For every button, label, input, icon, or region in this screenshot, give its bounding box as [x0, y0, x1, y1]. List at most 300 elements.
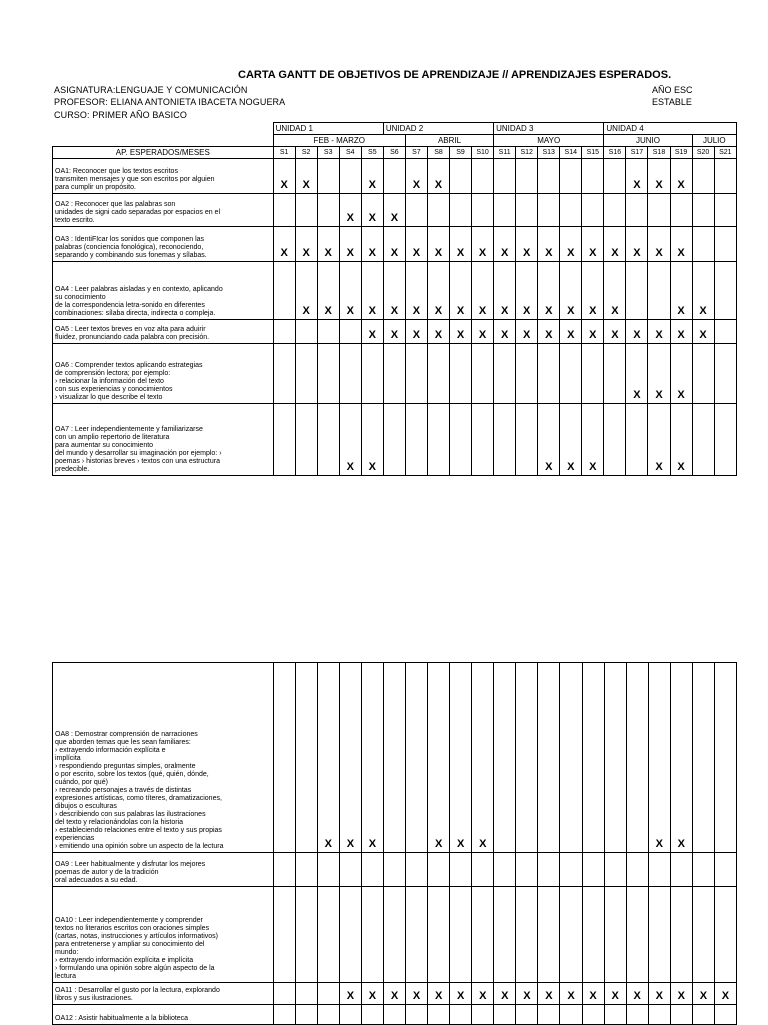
week-cell-marked: X — [604, 320, 626, 344]
week-cell — [670, 194, 692, 227]
week-cell — [317, 983, 339, 1005]
week-cell — [383, 404, 405, 476]
week-cell-marked: X — [405, 227, 427, 262]
objective-line: › emitiendo una opinión sobre un aspecto de la lectura — [55, 843, 224, 850]
week-cell — [692, 853, 714, 887]
objective-row — [53, 262, 737, 320]
week-cell-marked: X — [626, 320, 648, 344]
week-cell-marked: X — [648, 159, 670, 194]
week-cell — [406, 887, 428, 983]
week-cell — [361, 887, 383, 983]
week-cell-marked: X — [406, 983, 428, 1005]
week-cell — [317, 1005, 339, 1025]
week-cell-marked: X — [472, 320, 494, 344]
week-cell — [494, 853, 516, 887]
week-cell-marked: X — [405, 262, 427, 320]
week-header: S17 — [626, 147, 648, 159]
week-cell — [295, 853, 317, 887]
week-cell — [472, 853, 494, 887]
objective-line: de la correspondencia letra-sonido en diferentes — [55, 302, 205, 309]
gantt-table-1 — [52, 122, 737, 476]
objective-line: predecible. — [55, 466, 90, 473]
objective-line: › visualizar lo que describe el texto — [55, 394, 163, 401]
week-cell — [560, 344, 582, 404]
week-cell-marked: X — [361, 194, 383, 227]
objective-line: OA10 : Leer independientemente y comprender — [55, 917, 203, 924]
objective-line: o por escrito, sobre los textos (qué, quién, dónde, — [55, 771, 209, 778]
objective-line: (cartas, notas, instrucciones y artículos informativos) — [55, 933, 219, 940]
week-cell-marked: X — [361, 404, 383, 476]
week-cell — [516, 853, 538, 887]
week-cell-marked: X — [516, 320, 538, 344]
week-cell-marked: X — [560, 227, 582, 262]
week-cell — [538, 663, 560, 853]
week-cell — [714, 320, 736, 344]
week-cell-marked: X — [383, 262, 405, 320]
week-cell — [604, 887, 626, 983]
week-cell-marked: X — [648, 320, 670, 344]
week-cell — [428, 1005, 450, 1025]
week-cell-marked: X — [670, 262, 692, 320]
objective-row — [53, 887, 737, 983]
week-cell — [339, 853, 361, 887]
objective-line: OA1: Reconocer que los textos escritos — [55, 168, 178, 175]
objective-line: unidades de signi cado separadas por espacios en el — [55, 209, 221, 216]
objective-row — [53, 194, 737, 227]
objective-row — [53, 227, 737, 262]
week-cell-marked: X — [670, 227, 692, 262]
week-cell-marked: X — [427, 159, 449, 194]
week-cell — [295, 983, 317, 1005]
week-cell — [560, 663, 582, 853]
week-header: S1 — [273, 147, 295, 159]
objective-line: › extrayendo información explícita e — [55, 747, 166, 754]
objective-line: OA8 : Demostrar comprensión de narraciones — [55, 731, 198, 738]
week-cell — [494, 1005, 516, 1025]
objective-line: fluidez, pronunciando cada palabra con precisión. — [55, 334, 210, 341]
objective-line: del mundo y desarrollar su imaginación por ejemplo: › — [55, 450, 222, 457]
month-header: ABRIL — [405, 135, 493, 147]
teacher-label: PROFESOR: ELIANA ANTONIETA IBACETA NOGUERA — [54, 97, 286, 107]
week-cell — [295, 404, 317, 476]
objective-line: OA6 : Comprender textos aplicando estrategias — [55, 362, 203, 369]
week-cell-marked: X — [648, 344, 670, 404]
week-cell — [516, 1005, 538, 1025]
week-header: S6 — [383, 147, 405, 159]
week-cell — [361, 1005, 383, 1025]
week-cell-marked: X — [648, 663, 670, 853]
week-cell — [604, 194, 626, 227]
week-cell — [273, 404, 295, 476]
week-cell — [450, 159, 472, 194]
week-cell — [692, 663, 714, 853]
week-header: S14 — [560, 147, 582, 159]
week-header: S15 — [582, 147, 604, 159]
objective-line: OA2 : Reconocer que las palabras son — [55, 201, 176, 208]
week-cell — [472, 344, 494, 404]
objective-line: libros y sus ilustraciones. — [55, 995, 133, 1002]
week-cell-marked: X — [538, 320, 560, 344]
objective-description — [53, 1005, 274, 1025]
week-cell — [714, 159, 736, 194]
week-cell-marked: X — [670, 983, 692, 1005]
week-cell — [295, 1005, 317, 1025]
week-cell-marked: X — [714, 983, 736, 1005]
week-cell-marked: X — [317, 227, 339, 262]
week-cell-marked: X — [383, 320, 405, 344]
gantt-table-2 — [52, 662, 737, 1025]
week-cell — [273, 853, 295, 887]
week-cell-marked: X — [450, 227, 472, 262]
week-header: S21 — [714, 147, 736, 159]
week-cell-marked: X — [472, 983, 494, 1005]
week-cell — [648, 887, 670, 983]
week-cell — [450, 853, 472, 887]
week-cell — [339, 320, 361, 344]
week-cell — [295, 887, 317, 983]
week-cell — [494, 663, 516, 853]
week-cell — [538, 194, 560, 227]
week-header: S2 — [295, 147, 317, 159]
week-cell-marked: X — [273, 227, 295, 262]
week-cell — [516, 663, 538, 853]
week-cell-marked: X — [538, 983, 560, 1005]
week-cell — [626, 194, 648, 227]
objective-line: › respondiendo preguntas simples, oralmente — [55, 763, 196, 770]
week-cell-marked: X — [472, 227, 494, 262]
week-cell — [582, 344, 604, 404]
week-cell — [714, 853, 736, 887]
objective-description — [53, 320, 274, 344]
week-cell — [714, 1005, 736, 1025]
week-cell — [406, 853, 428, 887]
objective-row — [53, 344, 737, 404]
week-cell — [582, 887, 604, 983]
objective-line: OA7 : Leer independientemente y familiarizarse — [55, 426, 203, 433]
objective-line: OA11 : Desarrollar el gusto por la lectura, explorando — [55, 987, 220, 994]
week-cell — [405, 194, 427, 227]
week-cell-marked: X — [538, 227, 560, 262]
week-cell — [273, 262, 295, 320]
week-cell-marked: X — [361, 262, 383, 320]
week-header: S4 — [339, 147, 361, 159]
objective-description — [53, 262, 274, 320]
week-cell — [714, 663, 736, 853]
objective-row — [53, 1005, 737, 1025]
week-cell-marked: X — [582, 320, 604, 344]
objective-line: lectura — [55, 973, 77, 980]
week-cell-marked: X — [692, 320, 714, 344]
objective-line: experiencias — [55, 835, 95, 842]
week-cell — [714, 344, 736, 404]
week-cell-marked: X — [604, 983, 626, 1005]
objective-line: transmiten mensajes y que son escritos por alguien — [55, 176, 215, 183]
week-cell — [494, 887, 516, 983]
objective-row — [53, 663, 737, 853]
objective-line: para cumplir un propósito. — [55, 184, 136, 191]
objective-line: dibujos o esculturas — [55, 803, 117, 810]
week-cell — [626, 853, 648, 887]
week-cell — [273, 320, 295, 344]
week-cell — [714, 262, 736, 320]
week-cell — [427, 404, 449, 476]
objective-line: combinaciones: sílaba directa, indirecta o compleja. — [55, 310, 216, 317]
week-cell — [295, 194, 317, 227]
objective-description — [53, 663, 274, 853]
week-cell — [406, 1005, 428, 1025]
objective-description — [53, 404, 274, 476]
objective-description — [53, 227, 274, 262]
week-cell — [582, 853, 604, 887]
week-cell — [383, 344, 405, 404]
month-header: FEB - MARZO — [273, 135, 405, 147]
objective-line: del texto y relacionándolas con la historia — [55, 819, 184, 826]
week-cell-marked: X — [582, 404, 604, 476]
week-cell-marked: X — [427, 320, 449, 344]
week-cell — [626, 663, 648, 853]
week-cell-marked: X — [450, 663, 472, 853]
week-cell-marked: X — [494, 262, 516, 320]
week-cell — [383, 853, 405, 887]
week-cell — [648, 194, 670, 227]
week-header: S11 — [494, 147, 516, 159]
week-cell — [406, 663, 428, 853]
week-cell — [273, 1005, 295, 1025]
week-cell — [692, 887, 714, 983]
week-cell-marked: X — [626, 344, 648, 404]
week-cell — [582, 159, 604, 194]
week-cell — [361, 344, 383, 404]
objective-line: texto escrito. — [55, 217, 95, 224]
objective-line: mundo: — [55, 949, 79, 956]
header-label: AP. ESPERADOS/MESES — [53, 147, 274, 159]
week-cell-marked: X — [494, 320, 516, 344]
week-cell-marked: X — [339, 663, 361, 853]
week-cell-marked: X — [428, 663, 450, 853]
week-cell — [516, 887, 538, 983]
week-cell — [560, 887, 582, 983]
week-cell — [273, 887, 295, 983]
week-cell-marked: X — [494, 227, 516, 262]
week-cell — [692, 1005, 714, 1025]
objective-row — [53, 320, 737, 344]
objective-line: poemas de autor y de la tradición — [55, 869, 159, 876]
week-cell — [538, 887, 560, 983]
week-cell — [383, 887, 405, 983]
week-cell-marked: X — [428, 983, 450, 1005]
objective-line: de comprensión lectora; por ejemplo: — [55, 370, 171, 377]
week-cell — [692, 227, 714, 262]
week-cell — [317, 320, 339, 344]
week-cell-marked: X — [692, 262, 714, 320]
objective-line: › estableciendo relaciones entre el texto y sus propias — [55, 827, 222, 834]
objective-line: separando y combinando sus fonemas y sílabas. — [55, 252, 207, 259]
objective-line: textos no literarios escritos con oraciones simples — [55, 925, 210, 932]
week-cell-marked: X — [361, 227, 383, 262]
week-cell — [273, 983, 295, 1005]
week-cell — [494, 344, 516, 404]
week-cell — [317, 194, 339, 227]
week-cell-marked: X — [361, 983, 383, 1005]
week-header: S18 — [648, 147, 670, 159]
week-cell-marked: X — [516, 262, 538, 320]
week-cell — [604, 344, 626, 404]
week-cell-marked: X — [494, 983, 516, 1005]
objective-description — [53, 983, 274, 1005]
week-cell-marked: X — [317, 663, 339, 853]
month-header: MAYO — [494, 135, 604, 147]
unit-header: UNIDAD 3 — [494, 123, 604, 135]
week-cell — [670, 887, 692, 983]
week-cell — [472, 887, 494, 983]
week-cell — [714, 227, 736, 262]
week-cell-marked: X — [361, 320, 383, 344]
objective-description — [53, 853, 274, 887]
week-cell — [692, 159, 714, 194]
objective-line: cuándo, por qué) — [55, 779, 108, 786]
week-cell-marked: X — [383, 983, 405, 1005]
objective-description — [53, 887, 274, 983]
subject-label: ASIGNATURA:LENGUAJE Y COMUNICACIÓN — [54, 85, 248, 95]
week-cell-marked: X — [626, 159, 648, 194]
objective-line: que aborden temas que les sean familiares: — [55, 739, 191, 746]
week-cell — [670, 853, 692, 887]
week-cell — [383, 1005, 405, 1025]
week-cell — [317, 887, 339, 983]
week-cell — [472, 1005, 494, 1025]
week-cell — [538, 1005, 560, 1025]
week-cell — [670, 1005, 692, 1025]
week-cell — [427, 344, 449, 404]
week-cell — [273, 663, 295, 853]
week-cell — [560, 853, 582, 887]
week-header: S9 — [450, 147, 472, 159]
week-cell-marked: X — [339, 227, 361, 262]
week-header: S7 — [405, 147, 427, 159]
week-cell — [626, 887, 648, 983]
week-cell-marked: X — [648, 227, 670, 262]
week-cell-marked: X — [670, 159, 692, 194]
week-cell-marked: X — [472, 663, 494, 853]
week-cell — [317, 344, 339, 404]
week-cell — [339, 1005, 361, 1025]
week-cell — [604, 853, 626, 887]
week-cell — [295, 344, 317, 404]
week-cell-marked: X — [295, 227, 317, 262]
week-cell — [472, 404, 494, 476]
week-cell — [494, 194, 516, 227]
week-cell — [560, 1005, 582, 1025]
week-cell-marked: X — [450, 320, 472, 344]
unit-header: UNIDAD 1 — [273, 123, 383, 135]
objective-line: › recreando personajes a través de distintas — [55, 787, 192, 794]
week-header: S8 — [427, 147, 449, 159]
objective-row — [53, 983, 737, 1005]
week-cell-marked: X — [604, 262, 626, 320]
objective-line: OA4 : Leer palabras aisladas y en contexto, aplicando — [55, 286, 223, 293]
week-cell — [472, 194, 494, 227]
week-cell-marked: X — [538, 404, 560, 476]
objective-line: su conocimiento — [55, 294, 106, 301]
objective-row — [53, 159, 737, 194]
week-cell — [472, 159, 494, 194]
week-cell — [339, 159, 361, 194]
week-cell — [405, 404, 427, 476]
week-header: S20 — [692, 147, 714, 159]
objective-line: OA5 : Leer textos breves en voz alta para aduirir — [55, 326, 206, 333]
week-cell — [428, 887, 450, 983]
week-cell-marked: X — [538, 262, 560, 320]
week-cell-marked: X — [295, 262, 317, 320]
week-cell-marked: X — [692, 983, 714, 1005]
week-header: S19 — [670, 147, 692, 159]
week-cell — [273, 194, 295, 227]
week-cell — [582, 194, 604, 227]
week-cell — [339, 887, 361, 983]
week-cell-marked: X — [648, 983, 670, 1005]
week-cell — [450, 1005, 472, 1025]
unit-row — [53, 123, 737, 135]
week-cell — [538, 853, 560, 887]
week-cell — [427, 194, 449, 227]
week-cell — [317, 159, 339, 194]
objective-line: para aumentar su conocimiento — [55, 442, 154, 449]
week-cell-marked: X — [405, 320, 427, 344]
week-cell — [450, 404, 472, 476]
week-cell — [582, 1005, 604, 1025]
objective-description — [53, 194, 274, 227]
week-header: S5 — [361, 147, 383, 159]
week-cell-marked: X — [383, 194, 405, 227]
week-cell — [626, 404, 648, 476]
objective-description — [53, 159, 274, 194]
week-cell — [295, 663, 317, 853]
week-cell — [714, 887, 736, 983]
week-cell-marked: X — [560, 320, 582, 344]
establishment-label: ESTABLE — [652, 97, 692, 107]
week-cell-marked: X — [604, 227, 626, 262]
objective-row — [53, 853, 737, 887]
objective-line: › extrayendo información explícita e implícita — [55, 957, 194, 964]
objective-line: › describiendo con sus palabras las ilustraciones — [55, 811, 206, 818]
week-cell — [516, 404, 538, 476]
week-cell-marked: X — [648, 404, 670, 476]
week-cell-marked: X — [427, 227, 449, 262]
objective-line: OA12 : Asistir habitualmente a la biblioteca — [55, 1015, 189, 1022]
objective-line: › relacionar la información del texto — [55, 378, 164, 385]
week-cell — [714, 404, 736, 476]
month-header: JULIO — [692, 135, 736, 147]
objective-line: OA9 : Leer habitualmente y disfrutar los mejores — [55, 861, 206, 868]
week-cell-marked: X — [670, 663, 692, 853]
month-row-spacer — [53, 135, 274, 147]
objective-line: palabras (conciencia fonológica), reconociendo, — [55, 244, 204, 251]
week-cell — [714, 194, 736, 227]
objective-row — [53, 404, 737, 476]
week-cell — [604, 404, 626, 476]
week-cell-marked: X — [317, 262, 339, 320]
objective-line: con un amplio repertorio de literatura — [55, 434, 170, 441]
week-cell — [692, 194, 714, 227]
week-header: S13 — [538, 147, 560, 159]
week-cell-marked: X — [361, 159, 383, 194]
week-cell-marked: X — [450, 262, 472, 320]
week-cell — [538, 159, 560, 194]
objective-description — [53, 344, 274, 404]
week-cell-marked: X — [273, 159, 295, 194]
week-cell — [516, 159, 538, 194]
week-cell — [317, 853, 339, 887]
